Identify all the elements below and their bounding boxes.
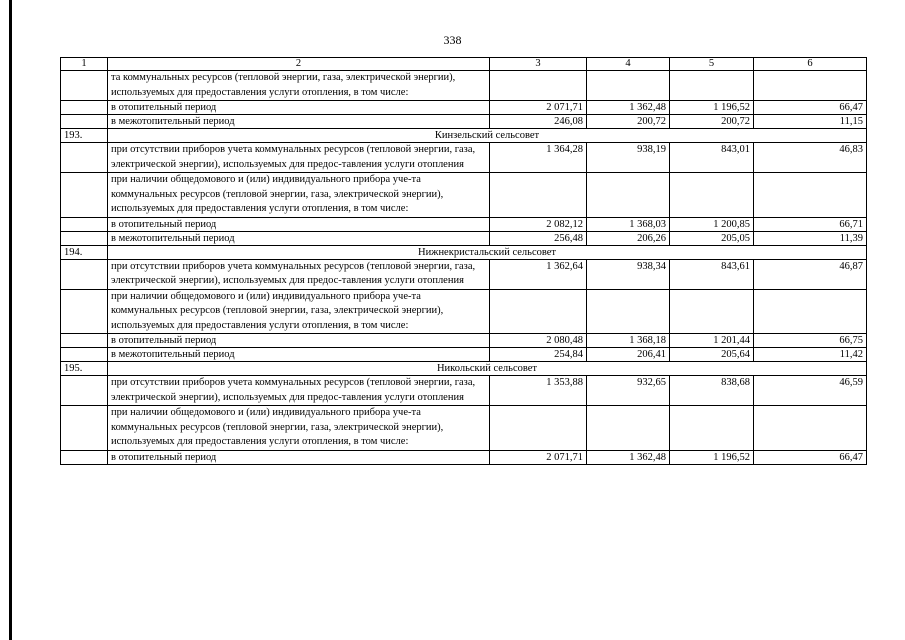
index-cell <box>61 115 108 129</box>
description-cell: при наличии общедомового и (или) индивидуального прибора уче-та коммунальных ресурсов (тепловой энергии, газа, электрической энергии), используемых для предоставления услуги отопления, в том числе: <box>108 406 490 451</box>
value-cell: 2 080,48 <box>490 334 587 348</box>
section-title: Нижнекристальский сельсовет <box>108 245 867 259</box>
section-title: Кинзельский сельсовет <box>108 129 867 143</box>
value-cell: 11,39 <box>754 231 867 245</box>
table-row <box>61 101 867 115</box>
header-cell: 2 <box>108 58 490 71</box>
table-row <box>61 334 867 348</box>
description-cell: в отопительный период <box>108 217 490 231</box>
value-cell <box>587 173 670 218</box>
table-row <box>61 376 867 406</box>
value-cell: 200,72 <box>670 115 754 129</box>
value-cell: 11,15 <box>754 115 867 129</box>
value-cell: 1 368,18 <box>587 334 670 348</box>
value-cell <box>754 173 867 218</box>
value-cell: 205,05 <box>670 231 754 245</box>
value-cell: 46,59 <box>754 376 867 406</box>
value-cell: 2 071,71 <box>490 450 587 464</box>
value-cell: 200,72 <box>587 115 670 129</box>
description-cell: при наличии общедомового и (или) индивидуального прибора уче-та коммунальных ресурсов (тепловой энергии, газа, электрической энергии), используемых для предоставления услуги отопления, в том числе: <box>108 289 490 334</box>
value-cell <box>670 71 754 101</box>
value-cell <box>754 71 867 101</box>
table-row <box>61 259 867 289</box>
index-cell <box>61 289 108 334</box>
value-cell <box>587 289 670 334</box>
section-row <box>61 129 867 143</box>
value-cell: 1 201,44 <box>670 334 754 348</box>
value-cell: 1 362,48 <box>587 450 670 464</box>
description-cell: при отсутствии приборов учета коммунальных ресурсов (тепловой энергии, газа, электрической энергии), используемых для предос-тавления услуги отопления <box>108 143 490 173</box>
value-cell: 66,47 <box>754 101 867 115</box>
header-cell: 1 <box>61 58 108 71</box>
section-row <box>61 362 867 376</box>
value-cell: 66,75 <box>754 334 867 348</box>
value-cell <box>670 289 754 334</box>
page-number: 338 <box>443 33 462 47</box>
section-row <box>61 245 867 259</box>
tariff-table <box>60 57 867 465</box>
table-row <box>61 348 867 362</box>
value-cell <box>587 406 670 451</box>
table-header-row <box>61 58 867 71</box>
value-cell: 1 353,88 <box>490 376 587 406</box>
header-cell: 3 <box>490 58 587 71</box>
value-cell: 1 368,03 <box>587 217 670 231</box>
value-cell: 205,64 <box>670 348 754 362</box>
value-cell <box>670 173 754 218</box>
section-number: 194. <box>61 245 108 259</box>
value-cell: 938,34 <box>587 259 670 289</box>
scan-edge-bar <box>9 0 12 640</box>
table-row <box>61 289 867 334</box>
value-cell <box>754 289 867 334</box>
value-cell: 843,61 <box>670 259 754 289</box>
value-cell: 256,48 <box>490 231 587 245</box>
value-cell: 838,68 <box>670 376 754 406</box>
value-cell <box>587 71 670 101</box>
index-cell <box>61 406 108 451</box>
section-number: 193. <box>61 129 108 143</box>
index-cell <box>61 231 108 245</box>
value-cell: 66,71 <box>754 217 867 231</box>
value-cell: 46,83 <box>754 143 867 173</box>
value-cell: 1 362,64 <box>490 259 587 289</box>
value-cell: 2 082,12 <box>490 217 587 231</box>
value-cell: 206,26 <box>587 231 670 245</box>
value-cell: 11,42 <box>754 348 867 362</box>
description-cell: в отопительный период <box>108 450 490 464</box>
index-cell <box>61 376 108 406</box>
table-row <box>61 217 867 231</box>
description-cell: в межотопительный период <box>108 231 490 245</box>
description-cell: в межотопительный период <box>108 115 490 129</box>
index-cell <box>61 334 108 348</box>
value-cell: 1 364,28 <box>490 143 587 173</box>
table-row <box>61 231 867 245</box>
description-cell: в отопительный период <box>108 334 490 348</box>
value-cell <box>754 406 867 451</box>
value-cell <box>490 406 587 451</box>
value-cell: 66,47 <box>754 450 867 464</box>
description-cell: в межотопительный период <box>108 348 490 362</box>
value-cell: 2 071,71 <box>490 101 587 115</box>
value-cell <box>490 71 587 101</box>
header-cell: 5 <box>670 58 754 71</box>
table-row <box>61 115 867 129</box>
description-cell: при отсутствии приборов учета коммунальных ресурсов (тепловой энергии, газа, электрической энергии), используемых для предос-тавления услуги отопления <box>108 376 490 406</box>
index-cell <box>61 143 108 173</box>
value-cell <box>670 406 754 451</box>
index-cell <box>61 217 108 231</box>
table-row <box>61 143 867 173</box>
section-title: Никольский сельсовет <box>108 362 867 376</box>
header-cell: 4 <box>587 58 670 71</box>
header-cell: 6 <box>754 58 867 71</box>
value-cell: 254,84 <box>490 348 587 362</box>
value-cell: 843,01 <box>670 143 754 173</box>
description-cell: та коммунальных ресурсов (тепловой энергии, газа, электрической энергии), используемых для предоставления услуги отопления, в том числе: <box>108 71 490 101</box>
value-cell: 938,19 <box>587 143 670 173</box>
section-number: 195. <box>61 362 108 376</box>
description-cell: в отопительный период <box>108 101 490 115</box>
value-cell <box>490 173 587 218</box>
table-row <box>61 71 867 101</box>
value-cell: 1 196,52 <box>670 450 754 464</box>
index-cell <box>61 259 108 289</box>
index-cell <box>61 173 108 218</box>
value-cell: 46,87 <box>754 259 867 289</box>
value-cell: 1 196,52 <box>670 101 754 115</box>
description-cell: при наличии общедомового и (или) индивидуального прибора уче-та коммунальных ресурсов (тепловой энергии, газа, электрической энергии), используемых для предоставления услуги отопления, в том числе: <box>108 173 490 218</box>
index-cell <box>61 450 108 464</box>
table-row <box>61 173 867 218</box>
value-cell: 1 200,85 <box>670 217 754 231</box>
index-cell <box>61 71 108 101</box>
value-cell: 206,41 <box>587 348 670 362</box>
value-cell: 932,65 <box>587 376 670 406</box>
table-row <box>61 450 867 464</box>
description-cell: при отсутствии приборов учета коммунальных ресурсов (тепловой энергии, газа, электрической энергии), используемых для предос-тавления услуги отопления <box>108 259 490 289</box>
index-cell <box>61 101 108 115</box>
value-cell <box>490 289 587 334</box>
index-cell <box>61 348 108 362</box>
value-cell: 246,08 <box>490 115 587 129</box>
table-row <box>61 406 867 451</box>
value-cell: 1 362,48 <box>587 101 670 115</box>
